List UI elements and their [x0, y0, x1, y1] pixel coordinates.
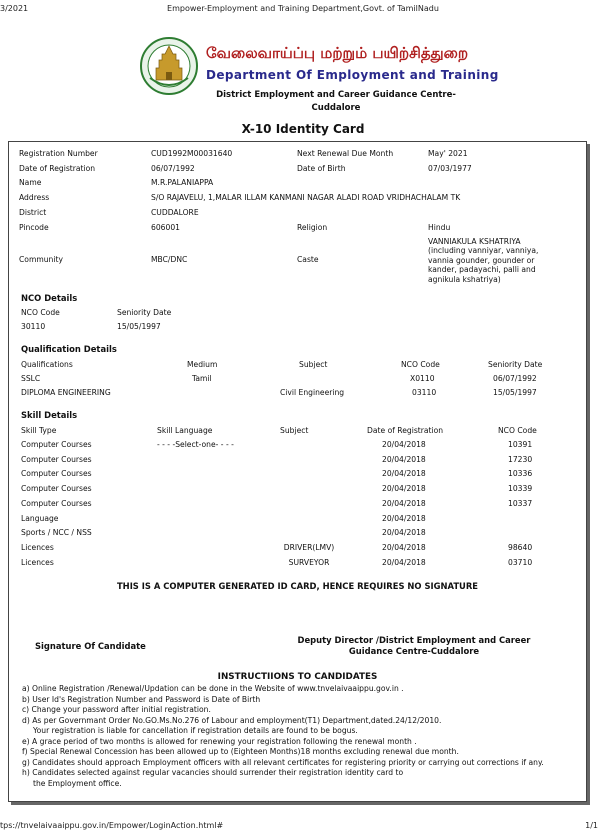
- tamil-department-title: வேலைவாய்ப்பு மற்றும் பயிற்சித்துறை: [206, 44, 469, 62]
- registration-date: 06/07/1992: [151, 164, 195, 173]
- instruction-item: e) A grace period of two months is allowed for renewing your registration following the renewal month .: [22, 736, 417, 746]
- deputy-line-1: Deputy Director /District Employment and Career: [297, 635, 531, 645]
- instruction-item: b) User Id's Registration Number and Password is Date of Birth: [22, 694, 261, 704]
- registration-number-label: Registration Number: [19, 149, 98, 158]
- community: MBC/DNC: [151, 255, 188, 264]
- computer-generated-note: THIS IS A COMPUTER GENERATED ID CARD, HENCE REQUIRES NO SIGNATURE: [116, 581, 479, 591]
- skill-cell: 98640: [508, 542, 533, 552]
- qual-cell: Tamil: [192, 374, 212, 383]
- print-page-title: Empower-Employment and Training Department,Govt. of TamilNadu: [167, 4, 439, 13]
- dob: 07/03/1977: [428, 164, 472, 173]
- skill-cell: - - - -Select-one- - - -: [157, 440, 234, 449]
- deputy-director-signature-label: [289, 635, 539, 657]
- district-label: District: [19, 208, 47, 217]
- nco-seniority-label: Seniority Date: [117, 308, 172, 317]
- religion-label: Religion: [297, 223, 328, 232]
- qual-header: Seniority Date: [488, 360, 543, 369]
- skill-cell: Language: [21, 513, 59, 523]
- skill-header: Subject: [280, 426, 309, 435]
- identity-card: [8, 141, 587, 802]
- qual-cell: Civil Engineering: [280, 388, 345, 397]
- skill-cell: 20/04/2018: [382, 557, 426, 567]
- skill-cell: 10336: [508, 469, 533, 479]
- skill-cell: Computer Courses: [21, 498, 92, 508]
- instruction-item: the Employment office.: [33, 778, 122, 788]
- address-label: Address: [19, 193, 50, 202]
- qual-cell: X0110: [410, 374, 435, 383]
- dob-label: Date of Birth: [297, 164, 346, 173]
- tamilnadu-emblem-icon: [140, 34, 198, 98]
- qualification-section-title: Qualification Details: [21, 344, 117, 354]
- skill-cell: Computer Courses: [21, 484, 92, 494]
- nco-section-title: NCO Details: [21, 293, 78, 303]
- skill-cell: 10339: [508, 484, 533, 494]
- pincode: 606001: [151, 223, 180, 232]
- instruction-item: h) Candidates selected against regular vacancies should surrender their registration identity card to: [22, 768, 404, 777]
- instructions-list: [22, 684, 582, 789]
- skill-cell: 20/04/2018: [382, 542, 426, 552]
- skill-cell: Licences: [21, 542, 54, 552]
- district-line-2: Cuddalore: [311, 103, 361, 113]
- skill-cell: 17230: [508, 454, 533, 464]
- print-page-number: 1/1: [585, 821, 598, 830]
- skill-cell: Computer Courses: [21, 454, 92, 464]
- caste: VANNIAKULA KSHATRIYA (including vanniyar, vanniya, vannia gounder, gounder or kander, padayachi, palli and agnikula kshatriya): [428, 237, 539, 284]
- caste-label: Caste: [297, 255, 319, 264]
- instruction-item: f) Special Renewal Concession has been allowed up to (Eighteen Months)18 months excluding renewal due month.: [22, 747, 459, 756]
- pincode-label: Pincode: [19, 223, 49, 232]
- print-date: 3/2021: [0, 4, 29, 13]
- skill-cell: 03710: [508, 557, 533, 567]
- religion: Hindu: [428, 223, 451, 232]
- skill-cell: Computer Courses: [21, 440, 92, 449]
- skill-cell: 20/04/2018: [382, 454, 426, 464]
- registration-number: CUD1992M00031640: [151, 149, 233, 158]
- skill-cell: DRIVER(LMV): [283, 542, 335, 552]
- instruction-item: c) Change your password after initial registration.: [22, 705, 211, 714]
- qual-cell: SSLC: [21, 374, 41, 383]
- skill-cell: Sports / NCC / NSS: [21, 528, 92, 538]
- skill-cell: Computer Courses: [21, 469, 92, 479]
- district-line-1: District Employment and Career Guidance Centre-: [216, 90, 456, 100]
- qual-cell: 15/05/1997: [493, 388, 537, 397]
- skill-cell: 10391: [508, 440, 533, 449]
- skill-cell: 20/04/2018: [382, 528, 426, 538]
- skill-header: Skill Language: [157, 426, 213, 435]
- nco-seniority-date: 15/05/1997: [117, 322, 161, 331]
- instruction-item: d) As per Governmant Order No.GO.Ms.No.276 of Labour and employment(T1) Department,dated.24/12/2010.: [22, 715, 442, 725]
- card-title: X-10 Identity Card: [241, 122, 365, 136]
- skill-cell: 20/04/2018: [382, 484, 426, 494]
- qual-header: Subject: [299, 360, 328, 369]
- skill-cell: 20/04/2018: [382, 440, 426, 449]
- skill-cell: 20/04/2018: [382, 469, 426, 479]
- instruction-item: g) Candidates should approach Employment officers with all relevant certificates for registering priority or carrying out corrections if any.: [22, 757, 544, 767]
- qual-header: Qualifications: [21, 360, 73, 369]
- skill-cell: 10337: [508, 498, 533, 508]
- community-label: Community: [19, 255, 63, 264]
- skill-cell: Licences: [21, 557, 54, 567]
- qual-cell: DIPLOMA ENGINEERING: [21, 388, 111, 397]
- qual-cell: 06/07/1992: [493, 374, 537, 383]
- district-centre-title: [206, 89, 466, 115]
- candidate-signature-label: Signature Of Candidate: [35, 641, 146, 651]
- renewal-due-month: May' 2021: [428, 149, 468, 158]
- skill-header: Skill Type: [21, 426, 57, 435]
- deputy-line-2: Guidance Centre-Cuddalore: [348, 646, 480, 656]
- skill-cell: SURVEYOR: [288, 557, 330, 567]
- qual-cell: 03110: [412, 388, 437, 397]
- registration-date-label: Date of Registration: [19, 164, 96, 173]
- qual-header: Medium: [187, 360, 218, 369]
- print-url: tps://tnvelaivaaippu.gov.in/Empower/LoginAction.html#: [0, 821, 224, 830]
- instruction-item: Your registration is liable for cancellation if registration details are found to be bogus.: [33, 726, 358, 735]
- department-title: Department Of Employment and Training: [206, 68, 499, 82]
- candidate-name: M.R.PALANIAPPA: [151, 178, 214, 187]
- qual-header: NCO Code: [401, 360, 440, 369]
- skill-header: NCO Code: [498, 426, 537, 435]
- skill-header: Date of Registration: [367, 426, 444, 435]
- skill-cell: 20/04/2018: [382, 498, 426, 508]
- skill-cell: 20/04/2018: [382, 513, 426, 523]
- district: CUDDALORE: [151, 208, 199, 217]
- instructions-title: INSTRUCTIIONS TO CANDIDATES: [217, 672, 378, 682]
- nco-code-label: NCO Code: [21, 308, 60, 317]
- renewal-due-label: Next Renewal Due Month: [297, 149, 394, 158]
- instruction-item: a) Online Registration /Renewal/Updation can be done in the Website of www.tnvelaivaaippu.gov.in .: [22, 684, 404, 693]
- name-label: Name: [19, 178, 42, 187]
- address: S/O RAJAVELU, 1,MALAR ILLAM KANMANI NAGAR ALADI ROAD VRIDHACHALAM TK: [151, 193, 461, 202]
- skill-section-title: Skill Details: [21, 410, 78, 420]
- nco-code: 30110: [21, 322, 46, 331]
